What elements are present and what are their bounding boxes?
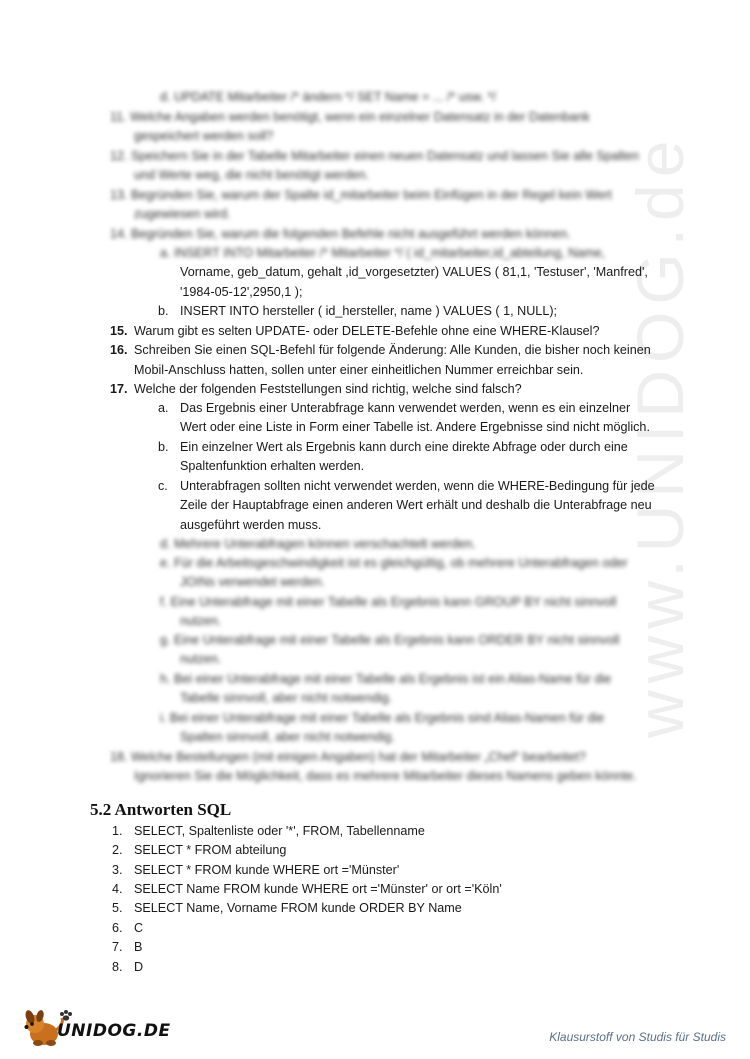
section-heading: 5.2 Antworten SQL — [90, 800, 232, 819]
blurred-line: 13. Begründen Sie, warum der Spalte id_mitarbeiter beim Einfügen in der Regel kein Wert — [110, 188, 612, 202]
blurred-line: zugewiesen wird. — [134, 207, 231, 221]
q15-number: 15. — [110, 324, 128, 338]
q14-b-text: INSERT INTO hersteller ( id_hersteller, name ) VALUES ( 1, NULL); — [180, 304, 558, 318]
answer-text: SELECT Name, Vorname FROM kunde ORDER BY Name — [134, 901, 462, 915]
answer-number: 8. — [112, 960, 123, 974]
blurred-line: e. Für die Arbeitsgeschwindigkeit ist es gleichgültig, ob mehrere Unterabfragen oder — [160, 556, 628, 570]
answer-number: 3. — [112, 863, 123, 877]
answer-number: 2. — [112, 843, 123, 857]
answer-text: B — [134, 940, 143, 954]
blurred-line: h. Bei einer Unterabfrage mit einer Tabelle als Ergebnis ist ein Alias-Name für die — [160, 672, 612, 686]
answer-text: SELECT Name FROM kunde WHERE ort ='Münster' or ort ='Köln' — [134, 882, 502, 896]
answer-number: 6. — [112, 921, 123, 935]
blurred-line: gespeichert werden soll? — [134, 129, 274, 143]
answer-number: 7. — [112, 940, 123, 954]
q17-c-label: c. — [158, 479, 168, 493]
blurred-line: d. UPDATE Mitarbeiter /* ändern */ SET Name = ... /* usw. */ — [160, 90, 496, 104]
answer-number: 4. — [112, 882, 123, 896]
blurred-line: 11. Welche Angaben werden benötigt, wenn ein einzelner Datensatz in der Datenbank — [110, 110, 590, 124]
blurred-line: f. Eine Unterabfrage mit einer Tabelle als Ergebnis kann GROUP BY nicht sinnvoll — [160, 595, 617, 609]
footer-logo-text: UNIDOG.DE — [57, 1021, 171, 1041]
footer-tagline: Klausurstoff von Studis für Studis — [549, 1030, 726, 1044]
blurred-line: g. Eine Unterabfrage mit einer Tabelle als Ergebnis kann ORDER BY nicht sinnvoll — [160, 633, 620, 647]
blurred-line: 18. Welche Bestellungen (mit einigen Angaben) hat der Mitarbeiter „Chef“ bearbeitet? — [110, 750, 586, 764]
blurred-line: und Werte weg, die nicht benötigt werden. — [134, 168, 369, 182]
watermark: www.UNIDOG.de — [623, 133, 697, 738]
blurred-line: nutzen. — [180, 652, 222, 666]
q17-b-label: b. — [158, 440, 169, 454]
blurred-line: JOINs verwendet werden. — [180, 575, 325, 589]
q15-text: Warum gibt es selten UPDATE- oder DELETE-Befehle ohne eine WHERE-Klausel? — [134, 324, 600, 338]
q17-c-line1: Unterabfragen sollten nicht verwendet werden, wenn die WHERE-Bedingung für jede — [180, 479, 655, 493]
answer-text: SELECT, Spaltenliste oder '*', FROM, Tabellenname — [134, 824, 425, 838]
q17-b-line2: Spaltenfunktion erhalten werden. — [180, 459, 365, 473]
q17-c-line3: ausgeführt werden muss. — [180, 518, 322, 532]
blurred-line: 14. Begründen Sie, warum die folgenden Befehle nicht ausgeführt werden können. — [110, 227, 571, 241]
blurred-line: Ignorieren Sie die Möglichkeit, dass es mehrere Mitarbeiter dieses Namens geben könnte. — [134, 769, 637, 783]
q17-text: Welche der folgenden Feststellungen sind richtig, welche sind falsch? — [134, 382, 522, 396]
answer-number: 1. — [112, 824, 123, 838]
answer-text: SELECT * FROM kunde WHERE ort ='Münster' — [134, 863, 400, 877]
q17-a-label: a. — [158, 401, 169, 415]
q16-number: 16. — [110, 343, 128, 357]
blurred-line: a. INSERT INTO Mitarbeiter /* Mitarbeiter */ ( id_mitarbeiter,id_abteilung, Name, — [160, 246, 606, 260]
q14-a-line2: Vorname, geb_datum, gehalt ,id_vorgesetzter) VALUES ( 81,1, 'Testuser', 'Manfred', — [180, 265, 648, 279]
answer-text: D — [134, 960, 144, 974]
answer-text: C — [134, 921, 144, 935]
answer-number: 5. — [112, 901, 123, 915]
q17-a-line2: Wert oder eine Liste in Form einer Tabelle ist. Andere Ergebnisse sind nicht möglich. — [180, 420, 650, 434]
blurred-line: i. Bei einer Unterabfrage mit einer Tabelle als Ergebnis sind Alias-Namen für die — [160, 711, 605, 725]
q16-line2: Mobil-Anschluss hatten, sollen unter einer einheitlichen Nummer erreichbar sein. — [134, 363, 584, 377]
q17-number: 17. — [110, 382, 128, 396]
q17-a-line1: Das Ergebnis einer Unterabfrage kann verwendet werden, wenn es ein einzelner — [180, 401, 631, 415]
q14-b-label: b. — [158, 304, 169, 318]
answer-text: SELECT * FROM abteilung — [134, 843, 287, 857]
blurred-line: Spalten sinnvoll, aber nicht notwendig. — [180, 730, 395, 744]
q14-a-line3: '1984-05-12',2950,1 ); — [180, 285, 303, 299]
q17-c-line2: Zeile der Hauptabfrage einen anderen Wert erhält und deshalb die Unterabfrage neu — [180, 498, 652, 512]
blurred-line: nutzen. — [180, 614, 222, 628]
q17-b-line1: Ein einzelner Wert als Ergebnis kann durch eine direkte Abfrage oder durch eine — [180, 440, 628, 454]
blurred-line: Tabelle sinnvoll, aber nicht notwendig. — [180, 691, 393, 705]
q16-line1: Schreiben Sie einen SQL-Befehl für folgende Änderung: Alle Kunden, die bisher noch keinen — [134, 343, 651, 357]
blurred-line: d. Mehrere Unterabfragen können verschachtelt werden. — [160, 537, 476, 551]
blurred-line: 12. Speichern Sie in der Tabelle Mitarbeiter einen neuen Datensatz und lassen Sie alle Spalten — [110, 149, 640, 163]
